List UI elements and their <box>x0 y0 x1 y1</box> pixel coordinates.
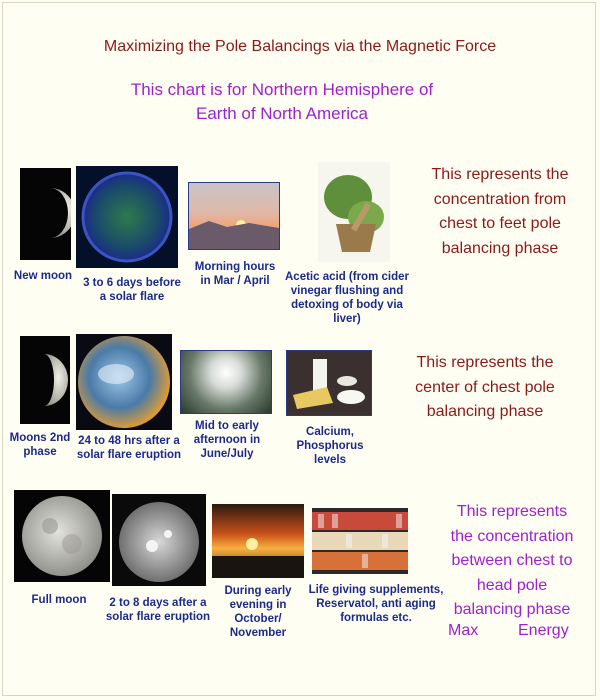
caption-line: Morning hours <box>194 261 276 273</box>
represents-line: center of chest pole <box>415 378 555 396</box>
max-label: Max <box>448 622 479 639</box>
caption-morning-hours <box>186 260 284 288</box>
solar-flare-image <box>76 166 178 268</box>
represents-line: balancing phase <box>426 403 544 420</box>
caption-line: in Mar / April <box>200 275 270 287</box>
caption-new-moon: New moon <box>13 270 73 282</box>
caption-early-evening <box>212 584 304 640</box>
page-title: Maximizing the Pole Balancings via the Magnetic Force <box>103 38 497 55</box>
represents-line: This represents the <box>431 166 569 183</box>
caption-line: liver) <box>333 313 361 325</box>
represents-line: This represents <box>456 503 568 520</box>
caption-line: solar flare eruption <box>76 449 182 461</box>
represents-line: head pole <box>476 576 548 594</box>
caption-line: 3 to 6 days before <box>83 277 181 289</box>
page-subtitle <box>0 78 564 126</box>
caption-supplements <box>304 583 448 625</box>
caption-after-flare <box>100 596 216 624</box>
caption-line: October/ <box>234 613 282 625</box>
represents-line: This represents the <box>416 354 554 371</box>
caption-acetic-acid <box>280 270 414 326</box>
caption-before-flare <box>76 276 188 304</box>
caption-calcium <box>284 425 376 467</box>
new-moon-image <box>20 168 71 260</box>
caption-line: evening in <box>229 599 287 611</box>
represents-line: balancing phase <box>441 239 559 257</box>
caption-afternoon <box>180 419 274 461</box>
caption-line: June/July <box>200 448 254 460</box>
caption-line: Calcium, <box>306 426 354 438</box>
caption-line: solar flare eruption <box>105 611 211 623</box>
subtitle-line-1: This chart is for Northern Hemisphere of <box>130 80 434 99</box>
caption-line: vinegar flushing and <box>290 285 404 297</box>
caption-line: Acetic acid (from cider <box>285 271 409 283</box>
represents-line: between chest to <box>451 552 573 569</box>
caption-line: detoxing of body via <box>291 299 403 311</box>
caption-full-moon: Full moon <box>31 594 87 606</box>
energy-label: Energy <box>518 622 569 639</box>
represents-center-chest <box>392 351 578 425</box>
half-moon-image <box>20 336 70 424</box>
represents-chest-to-feet <box>408 163 592 261</box>
morning-sunrise-image <box>188 182 280 250</box>
herbs-mortar-image <box>318 162 390 262</box>
represents-line: the concentration <box>450 527 574 545</box>
represents-chest-to-head <box>432 500 592 623</box>
caption-line: November <box>229 627 287 639</box>
afternoon-sky-image <box>180 350 272 414</box>
represents-line: balancing phase <box>453 601 571 618</box>
caption-after-eruption <box>72 434 186 462</box>
caption-moons-2nd-phase <box>4 431 76 459</box>
represents-line: chest to feet pole <box>439 215 561 232</box>
caption-line: phase <box>23 446 57 458</box>
caption-line: a solar flare <box>99 291 165 303</box>
caption-line: levels <box>314 454 346 466</box>
caption-line: afternoon in <box>193 434 261 446</box>
represents-line: concentration from <box>433 190 567 208</box>
caption-line: During early <box>224 585 292 597</box>
caption-line: Phosphorus <box>296 440 364 452</box>
caption-line: formulas etc. <box>340 612 412 624</box>
caption-line: Moons 2nd <box>9 432 71 444</box>
caption-line: Reservatol, anti aging <box>316 598 436 610</box>
earth-eruption-image <box>76 334 172 430</box>
caption-line: 2 to 8 days after a <box>109 597 207 609</box>
supplements-shelf-image <box>312 508 408 574</box>
subtitle-line-2: Earth of North America <box>196 104 368 123</box>
full-moon-image <box>14 490 110 582</box>
sun-surface-image <box>112 494 206 586</box>
dairy-products-image <box>286 350 372 416</box>
caption-line: 24 to 48 hrs after a <box>78 435 180 447</box>
caption-line: Life giving supplements, <box>308 584 444 596</box>
evening-sunset-image <box>212 504 304 578</box>
caption-line: Mid to early <box>195 420 259 432</box>
